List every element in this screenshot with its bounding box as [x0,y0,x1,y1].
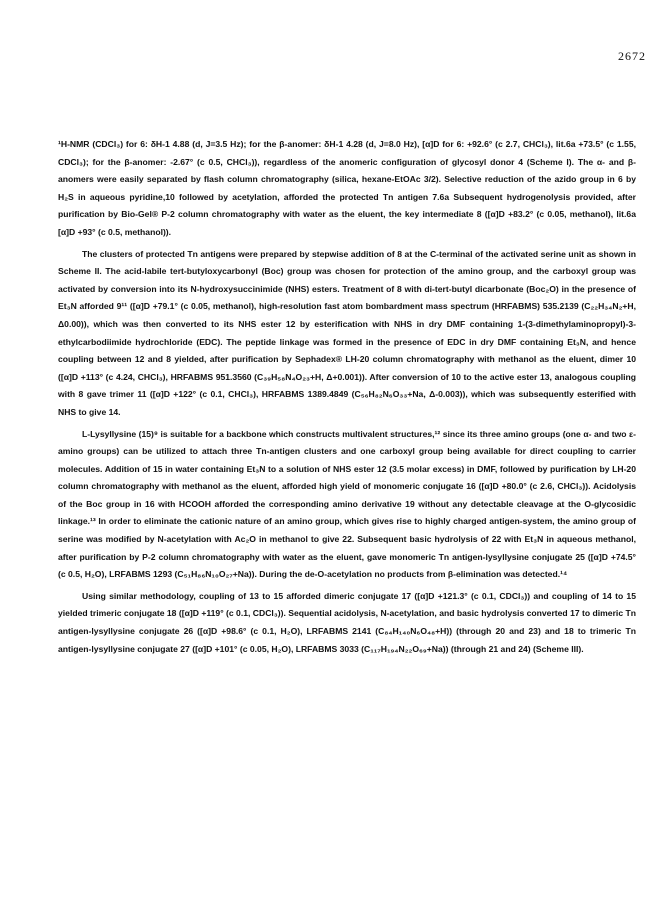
page-number: 2672 [618,49,646,63]
paragraph-4: Using similar methodology, coupling of 13 to 15 afforded dimeric conjugate 17 ([α]D +121.3° (c 0.1, CDCl₃)) and coupling of 14 to 15 yielded trimeric conjugate 18 ([α]D +119° (c 0.1, CDCl₃)). Sequential acidolysis, N-acetylation, and basic hydrolysis converted 17 to dimeric Tn antigen-lysyllysine conjugate 26 ([α]D +98.6° (c 0.1, H₂O), LRFABMS 2141 (C₈₄H₁₄₀N₆O₄₈+H)) (through 20 and 23) and 18 to trimeric Tn antigen-lysyllysine conjugate 27 ([α]D +101° (c 0.05, H₂O), LRFABMS 3033 (C₁₁₇H₁₉₄N₂₂O₆₉+Na)) (through 21 and 24) (Scheme III). [58,590,636,654]
paragraph-1: ¹H-NMR (CDCl₃) for 6: δH-1 4.88 (d, J=3.5 Hz); for the β-anomer: δH-1 4.28 (d, J=8.0 Hz), [α]D for 6: +92.6° (c 2.7, CHCl₃), lit.6a +73.5° (c 1.55, CDCl₃); for the β-anomer: -2.67° (c 0.5, CHCl₃)), regardless of the anomeric configuration of glycosyl donor 4 (Scheme I). The α- and β-anomers were easily separated by flash column chromatography (silica, hexane-EtOAc 3/2). Selective reduction of the azido group in 6 by H₂S in aqueous pyridine,10 followed by acetylation, afforded the protected Tn antigen 7.6a Subsequent hydrogenolysis provided, after purification by Bio-Gel® P-2 column chromatography with water as the eluent, the key intermediate 8 ([α]D +83.2° (c 0.05, methanol), lit.6a [α]D +93° (c 0.5, methanol)). [58,139,636,237]
paragraph-2: The clusters of protected Tn antigens were prepared by stepwise addition of 8 at the C-terminal of the activated serine unit as shown in Scheme II. The acid-labile tert-butyloxycarbonyl (Boc) group was chosen for protection of the amino group, and the carboxyl group was activated by conversion into its N-hydroxysuccinimide (NHS) esters. Treatment of 8 with di-tert-butyl dicarbonate (Boc₂O) in the presence of Et₃N afforded 9¹¹ ([α]D +79.1° (c 0.05, methanol), high-resolution fast atom bombardment mass spectrum (HRFABMS) 535.2139 (C₂₂H₃₄N₂+H, Δ0.00)), which was then converted to its NHS ester 12 by esterification with NHS in dry DMF containing 1-(3-dimethylaminopropyl)-3-ethylcarbodiimide hydrochloride (EDC). The peptide linkage was formed in the presence of EDC in dry DMF containing Et₃N, and hence coupling between 12 and 8 yielded, after purification by Sephadex® LH-20 column chromatography with methanol as the eluent, dimer 10 ([α]D +113° (c 4.24, CHCl₃), HRFABMS 951.3560 (C₃₉H₅₈N₄O₂₃+H, Δ+0.001)). After conversion of 10 to the active ester 13, analogous coupling with 8 gave trimer 11 ([α]D +122° (c 0.1, CHCl₃), HRFABMS 1389.4849 (C₅₆H₈₂N₆O₃₃+Na, Δ-0.003)), which was subsequently esterified with NHS to give 14. [58,248,636,417]
body-text [58,136,636,658]
paragraph-3: L-Lysyllysine (15)⁹ is suitable for a backbone which constructs multivalent structures,¹² since its three amino groups (one α- and two ε-amino groups) can be utilized to attach three Tn-antigen clusters and one carboxyl group being available for direct coupling to carrier molecules. Addition of 15 in water containing Et₃N to a solution of NHS ester 12 (3.5 molar excess) in DMF, followed by purification by LH-20 column chromatography with methanol as the eluent, afforded high yield of monomeric conjugate 16 ([α]D +80.0° (c 2.6, CHCl₃)). Acidolysis of the Boc group in 16 with HCOOH afforded the corresponding amino derivative 19 without any detectable cleavage at the O-glycosidic linkage.¹³ In order to eliminate the cationic nature of an amino group, which gives rise to highly charged antigen-system, the amino group of serine was modified by N-acetylation with Ac₂O in methanol to give 22. Subsequent basic hydrolysis of 22 with Et₃N in aqueous methanol, after purification by P-2 column chromatography with water as the eluent, gave monomeric Tn antigen-lysyllysine conjugate 25 ([α]D +74.5° (c 0.5, H₂O), LRFABMS 1293 (C₅₁H₈₆N₁₀O₂₇+Na)). During the de-O-acetylation no products from β-elimination was detected.¹⁴ [58,428,636,580]
